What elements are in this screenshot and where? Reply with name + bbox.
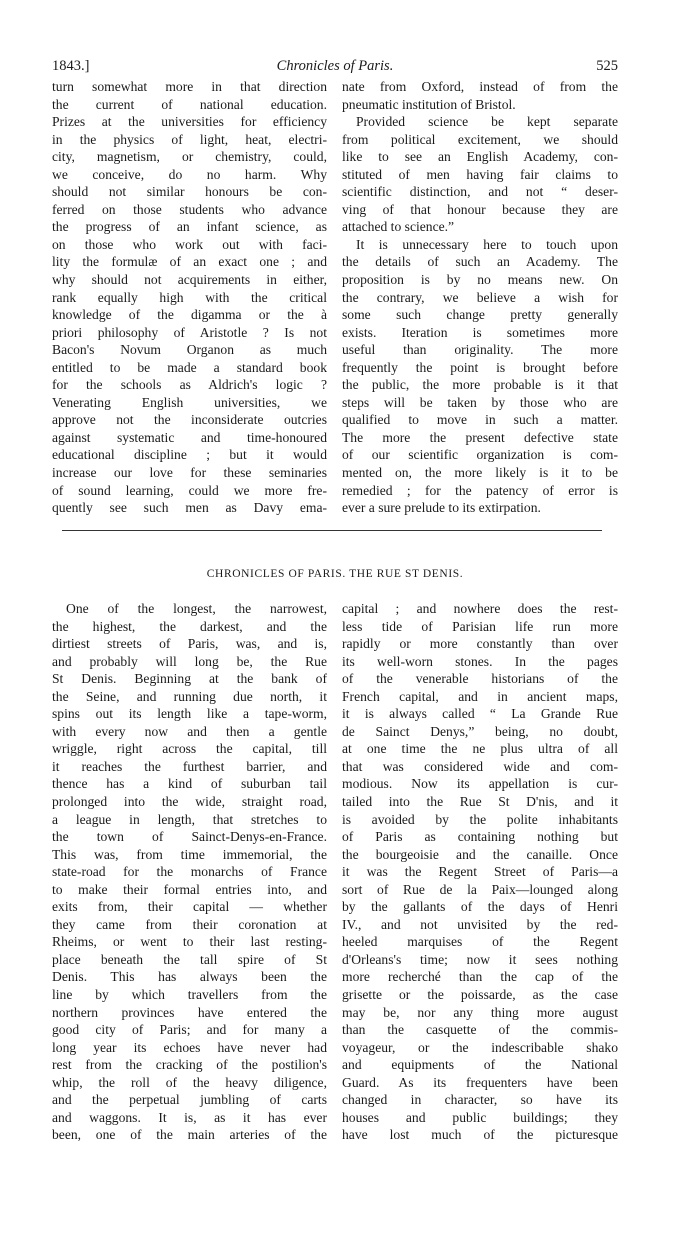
- text-line: is avoided by the polite inhabitants: [342, 811, 618, 827]
- text-line: Bacon's Novum Organon as much: [52, 342, 327, 358]
- text-line: by the gallants of the days of Henri: [342, 899, 618, 915]
- text-line: line by which travellers from the: [52, 987, 327, 1003]
- text-line: de Sainct Denys,” being, no doubt,: [342, 723, 618, 739]
- text-line: frequently the point is brought before: [342, 359, 618, 375]
- text-line: Guard. As its frequenters have been: [342, 1074, 618, 1090]
- text-line: they came from their coronation at: [52, 916, 327, 932]
- bottom-left-column: [52, 600, 327, 1144]
- text-line: educational discipline ; but it would: [52, 447, 327, 463]
- text-line: IV., and not unvisited by the red-: [342, 916, 618, 932]
- header-page-number: 525: [596, 58, 618, 74]
- text-line: One of the longest, the narrowest,: [66, 601, 327, 616]
- text-line: and the perpetual jumbling of carts: [52, 1092, 327, 1108]
- running-head: [52, 56, 618, 76]
- text-line: capital ; and nowhere does the rest-: [342, 601, 618, 616]
- text-line: state-road for the monarchs of France: [52, 864, 327, 880]
- text-line: entitled to be made a standard book: [52, 359, 327, 375]
- text-line: with every now and then a gentle: [52, 723, 327, 739]
- text-line: prolonged into the wide, straight road,: [52, 794, 327, 810]
- text-line: pneumatic institution of Bristol.: [342, 96, 516, 112]
- text-line: steps will be taken by those who are: [342, 394, 618, 410]
- text-line: of sound learning, could we more fre-: [52, 482, 327, 498]
- text-line: of Paris as containing nothing but: [342, 829, 618, 845]
- text-line: long year its echoes have never had: [52, 1039, 327, 1055]
- text-line: more recherché than the cap of the: [342, 969, 618, 985]
- text-line: This was, from time immemorial, the: [52, 846, 327, 862]
- text-line: against systematic and time-honoured: [52, 429, 327, 445]
- text-line: priori philosophy of Aristotle ? Is not: [52, 324, 327, 340]
- text-line: and probably will long be, the Rue: [52, 653, 327, 669]
- text-line: attached to science.”: [342, 219, 455, 235]
- text-line: useful than originality. The more: [342, 342, 618, 358]
- text-line: in the physics of light, heat, electri-: [52, 131, 327, 147]
- text-line: at one time the ne plus ultra of all: [342, 741, 618, 757]
- text-line: rest from the cracking of the postilion's: [52, 1057, 327, 1073]
- text-line: knowledge of the digamma or the à: [52, 307, 327, 323]
- text-line: the town of Sainct-Denys-en-France.: [52, 829, 327, 845]
- text-line: why should not acquirements in either,: [52, 272, 327, 288]
- text-line: it reaches the furthest barrier, and: [52, 758, 327, 774]
- text-line: may be, nor any thing more august: [342, 1004, 618, 1020]
- text-line: the current of national education.: [52, 96, 327, 112]
- text-line: mented on, the more likely is it to be: [342, 465, 618, 481]
- text-line: tailed into the Rue St D'nis, and it: [342, 794, 618, 810]
- text-line: the contrary, we believe a wish for: [342, 289, 618, 305]
- text-line: lity the formulæ of an exact one ; and: [52, 254, 327, 270]
- text-line: for the schools as Aldrich's logic ?: [52, 377, 327, 393]
- text-line: quently see such men as Davy ema-: [52, 500, 327, 516]
- top-left-column: [52, 78, 327, 517]
- text-line: it is always called “ La Grande Rue: [342, 706, 618, 722]
- text-line: changed in character, so have its: [342, 1092, 618, 1108]
- header-year: 1843.]: [52, 58, 90, 74]
- text-line: approve not the inconsiderate outcries: [52, 412, 327, 428]
- text-line: northern provinces have entered the: [52, 1004, 327, 1020]
- text-line: the highest, the darkest, and the: [52, 618, 327, 634]
- text-line: have lost much of the picturesque: [342, 1127, 618, 1143]
- text-line: and waggons. It is, as it has ever: [52, 1109, 327, 1125]
- text-line: of the venerable historians of the: [342, 671, 618, 687]
- text-line: spins out its length like a tape-worm,: [52, 706, 327, 722]
- text-line: that was considered wide and com-: [342, 758, 618, 774]
- text-line: scientific distinction, and not “ deser-: [342, 184, 618, 200]
- text-line: houses and public buildings; they: [342, 1109, 618, 1125]
- text-line: thence has a kind of suburban tail: [52, 776, 327, 792]
- text-line: grisette or the poissarde, as the case: [342, 987, 618, 1003]
- text-line: Denis. This has always been the: [52, 969, 327, 985]
- text-line: whip, the roll of the heavy diligence,: [52, 1074, 327, 1090]
- text-line: turn somewhat more in that direction: [52, 79, 327, 94]
- text-line: d'Orleans's time; now it sees nothing: [342, 951, 618, 967]
- text-line: than the casquette of the commis-: [342, 1022, 618, 1038]
- text-line: French capital, and in ancient maps,: [342, 688, 618, 704]
- text-line: Provided science be kept separate: [356, 114, 618, 130]
- text-line: Rheims, or went to their last resting-: [52, 934, 327, 950]
- section-heading: CHRONICLES OF PARIS. THE RUE ST DENIS.: [206, 568, 464, 580]
- text-line: the details of such an Academy. The: [342, 254, 618, 270]
- text-line: exits from, their capital — whether: [52, 899, 327, 915]
- text-line: the progress of an infant science, as: [52, 219, 327, 235]
- text-line: it was the Regent Street of Paris—a: [342, 864, 618, 880]
- text-line: should not similar honours be con-: [52, 184, 327, 200]
- text-line: rank equally high with the critical: [52, 289, 327, 305]
- text-line: modious. Now its appellation is cur-: [342, 776, 618, 792]
- text-line: of our scientific organization is com-: [342, 447, 618, 463]
- text-line: place beneath the tall spire of St: [52, 951, 327, 967]
- text-line: on those who work out with faci-: [52, 236, 327, 252]
- text-line: voyageur, or the indescribable shako: [342, 1039, 618, 1055]
- section-divider: [62, 530, 602, 531]
- text-line: exists. Iteration is sometimes more: [342, 324, 618, 340]
- text-line: some such change pretty generally: [342, 307, 618, 323]
- text-line: and equipments of the National: [342, 1057, 618, 1073]
- text-line: ving of that honour because they are: [342, 201, 618, 217]
- text-line: ever a sure prelude to its extirpation.: [342, 500, 541, 516]
- text-line: the Seine, and running due north, it: [52, 688, 327, 704]
- text-line: heeled marquises of the Regent: [342, 934, 618, 950]
- text-line: less tide of Parisian life run more: [342, 618, 618, 634]
- text-line: The more the present defective state: [342, 429, 618, 445]
- text-line: It is unnecessary here to touch upon: [356, 236, 618, 252]
- text-line: Venerating English universities, we: [52, 394, 327, 410]
- text-line: the public, the more probable is it that: [342, 377, 618, 393]
- text-line: ferred on those students who advance: [52, 201, 327, 217]
- text-line: proposition is by no means new. On: [342, 272, 618, 288]
- text-line: to make their formal entries into, and: [52, 881, 327, 897]
- text-line: been, one of the main arteries of the: [52, 1127, 327, 1143]
- header-title: Chronicles of Paris.: [276, 58, 394, 74]
- text-line: we conceive, do no harm. Why: [52, 166, 327, 182]
- text-line: qualified to move in such a matter.: [342, 412, 618, 428]
- text-line: nate from Oxford, instead of from the: [342, 79, 618, 94]
- text-line: its well-worn stones. In the pages: [342, 653, 618, 669]
- text-line: city, magnetism, or chemistry, could,: [52, 149, 327, 165]
- text-line: increase our love for these seminaries: [52, 465, 327, 481]
- text-line: remedied ; for the patency of error is: [342, 482, 618, 498]
- top-right-column: [342, 78, 618, 517]
- text-line: from political excitement, we should: [342, 131, 618, 147]
- text-line: good city of Paris; and for many a: [52, 1022, 327, 1038]
- text-line: stituted of men having fair claims to: [342, 166, 618, 182]
- text-line: Prizes at the universities for efficiency: [52, 114, 327, 130]
- text-line: a league in length, that stretches to: [52, 811, 327, 827]
- text-line: St Denis. Beginning at the bank of: [52, 671, 327, 687]
- text-line: wriggle, right across the capital, till: [52, 741, 327, 757]
- text-line: the bourgeoisie and the canaille. Once: [342, 846, 618, 862]
- text-line: dirtiest streets of Paris, was, and is,: [52, 636, 327, 652]
- text-line: like to see an English Academy, con-: [342, 149, 618, 165]
- bottom-right-column: [342, 600, 618, 1144]
- text-line: rapidly or more constantly than over: [342, 636, 618, 652]
- text-line: sort of Rue de la Paix—lounged along: [342, 881, 618, 897]
